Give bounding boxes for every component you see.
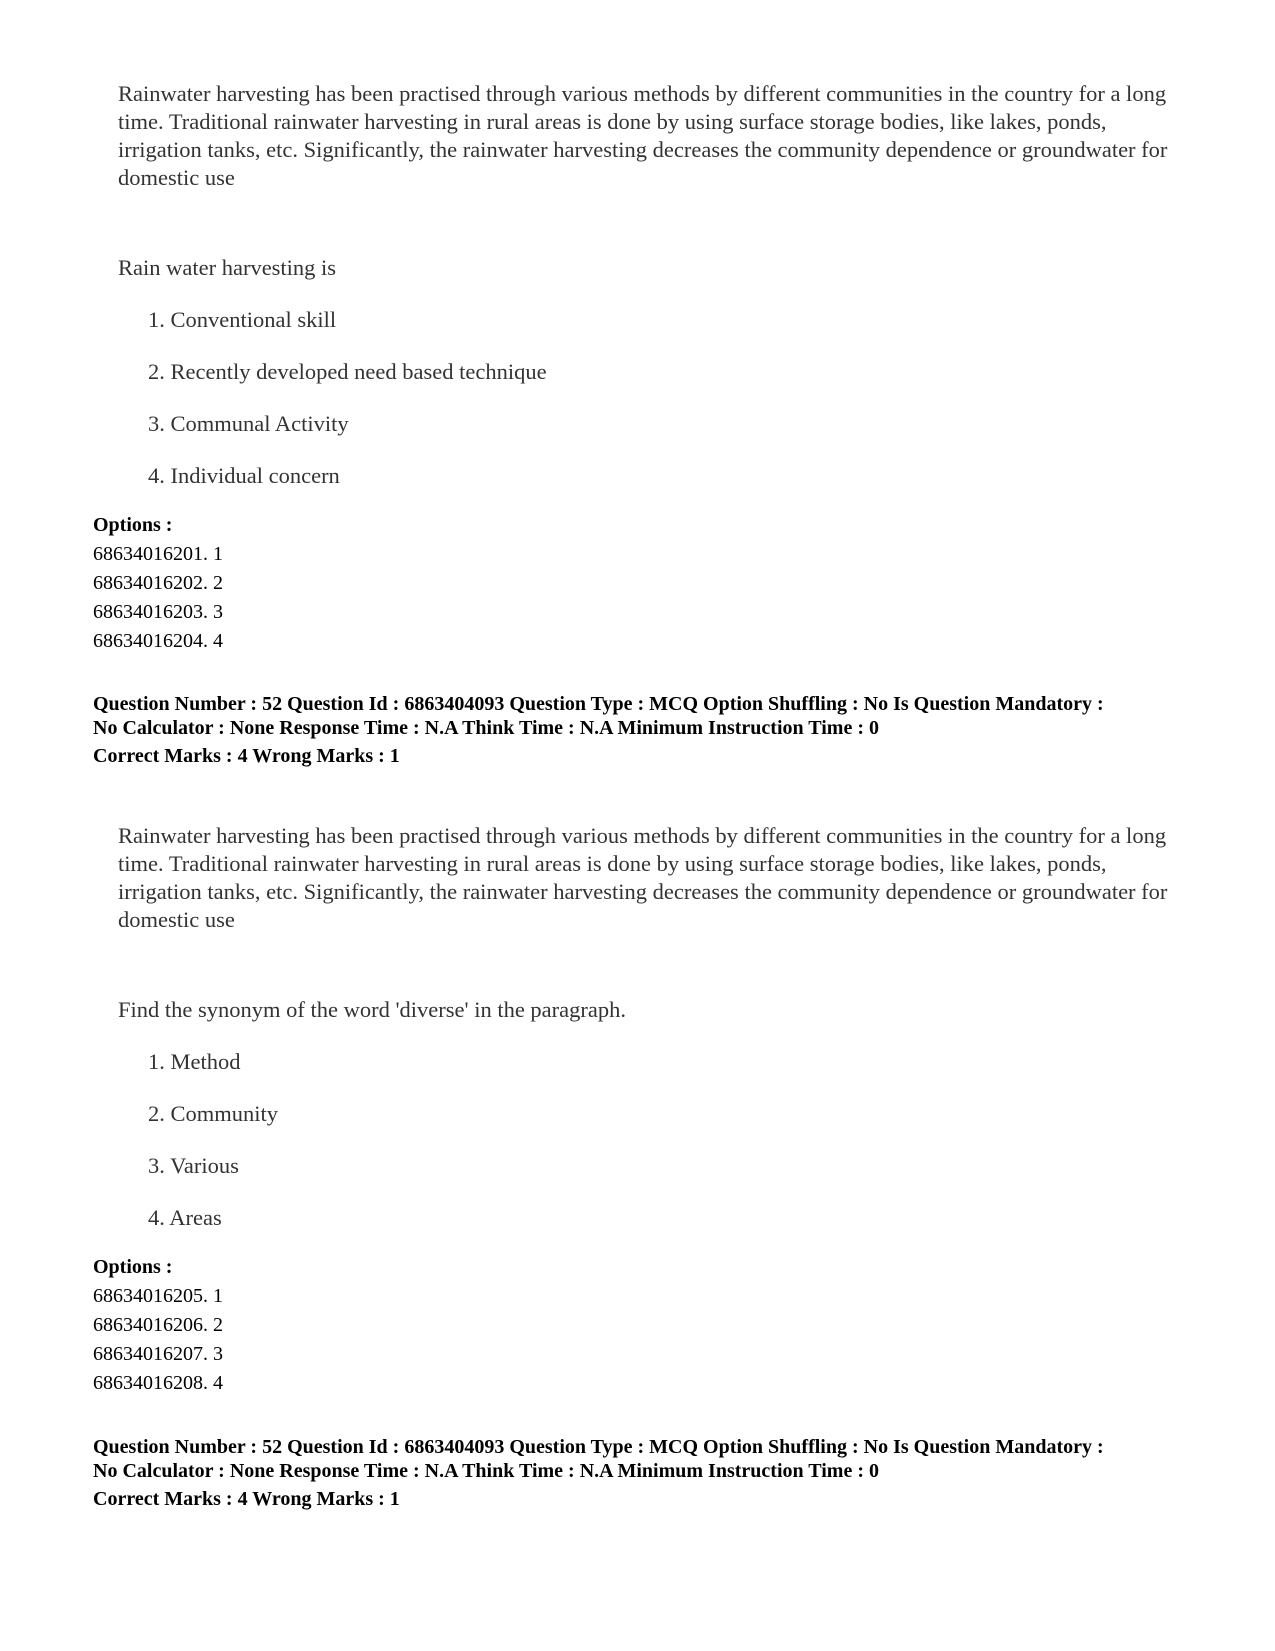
passage-text: Rainwater harvesting has been practised through various methods by different communities in the country for a long time. Traditional rainwater harvesting in rural areas is done by using surface storage bodies, like lakes, ponds, irrigation tanks, etc. Significantly, the rainwater harvesting decreases the community dependence or groundwater for domestic use (118, 81, 1168, 190)
question-stem: Rain water harvesting is (118, 255, 337, 280)
statement-item: 3. Communal Activity (148, 411, 349, 436)
meta-line: No Calculator : None Response Time : N.A Think Time : N.A Minimum Instruction Time : 0 (93, 717, 879, 739)
option-item: 68634016206. 2 (93, 1314, 223, 1336)
statement-item: 2. Community (148, 1101, 279, 1126)
statement-item: 1. Conventional skill (148, 307, 337, 332)
statement-item: 4. Areas (148, 1205, 222, 1230)
meta-line: Question Number : 52 Question Id : 6863404093 Question Type : MCQ Option Shuffling : No Is Question Mandatory : (93, 1436, 1104, 1458)
statement-item: 4. Individual concern (148, 463, 340, 488)
option-item: 68634016202. 2 (93, 572, 223, 594)
marks-line: Correct Marks : 4 Wrong Marks : 1 (93, 745, 400, 767)
question-stem: Find the synonym of the word 'diverse' in the paragraph. (118, 997, 626, 1022)
question-meta (93, 1435, 1193, 1511)
meta-line: Question Number : 52 Question Id : 6863404093 Question Type : MCQ Option Shuffling : No Is Question Mandatory : (93, 693, 1104, 715)
meta-line: No Calculator : None Response Time : N.A Think Time : N.A Minimum Instruction Time : 0 (93, 1460, 879, 1482)
passage-text: Rainwater harvesting has been practised through various methods by different communities in the country for a long time. Traditional rainwater harvesting in rural areas is done by using surface storage bodies, like lakes, ponds, irrigation tanks, etc. Significantly, the rainwater harvesting decreases the community dependence or groundwater for domestic use (118, 823, 1168, 932)
statement-item: 3. Various (148, 1153, 239, 1178)
statement-item: 1. Method (148, 1049, 241, 1074)
statement-item: 2. Recently developed need based technique (148, 359, 547, 384)
question-meta (93, 692, 1193, 768)
options-heading: Options : (93, 1256, 173, 1278)
option-item: 68634016208. 4 (93, 1372, 223, 1394)
option-item: 68634016204. 4 (93, 630, 223, 652)
marks-line: Correct Marks : 4 Wrong Marks : 1 (93, 1488, 400, 1510)
option-item: 68634016205. 1 (93, 1285, 223, 1307)
option-item: 68634016203. 3 (93, 601, 223, 623)
options-heading: Options : (93, 514, 173, 536)
option-item: 68634016201. 1 (93, 543, 223, 565)
option-item: 68634016207. 3 (93, 1343, 223, 1365)
